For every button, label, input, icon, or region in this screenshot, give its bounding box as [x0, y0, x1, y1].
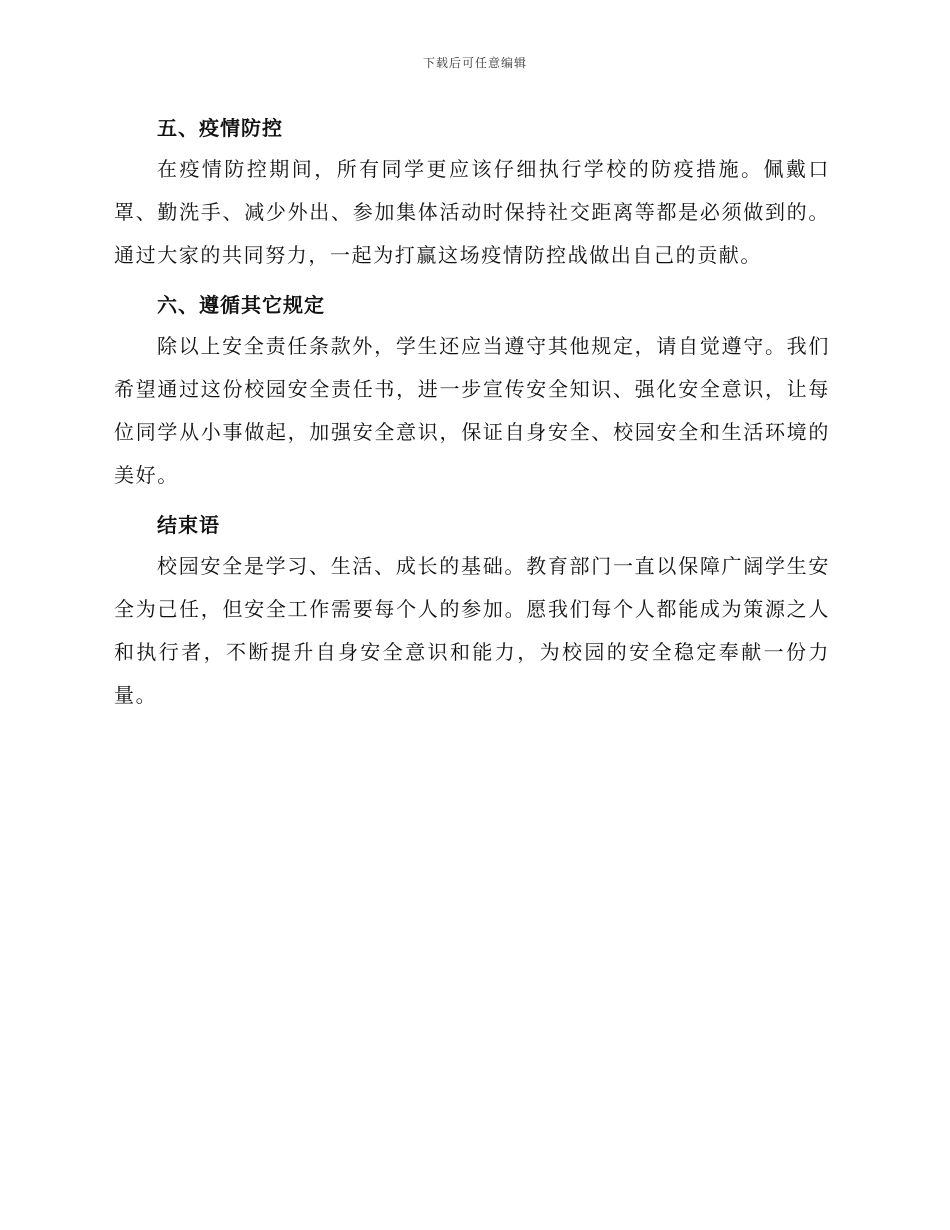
section-other-rules — [114, 285, 830, 497]
section-paragraph: 除以上安全责任条款外，学生还应当遵守其他规定，请自觉遵守。我们希望通过这份校园安全责任书，进一步宣传安全知识、强化安全意识，让每位同学从小事做起，加强安全意识，保证自身安全、校园安全和生活环境的美好。 — [114, 334, 830, 487]
section-paragraph: 在疫情防控期间，所有同学更应该仔细执行学校的防疫措施。佩戴口罩、勤洗手、减少外出、参加集体活动时保持社交距离等都是必须做到的。通过大家的共同努力，一起为打赢这场疫情防控战做出自己的贡献。 — [114, 157, 830, 267]
section-heading: 五、疫情防控 — [157, 116, 283, 140]
document-body — [114, 108, 830, 725]
section-conclusion — [114, 505, 830, 717]
section-heading: 结束语 — [157, 513, 220, 537]
section-paragraph: 校园安全是学习、生活、成长的基础。教育部门一直以保障广阔学生安全为己任，但安全工作需要每个人的参加。愿我们每个人都能成为策源之人和执行者，不断提升自身安全意识和能力，为校园的安全稳定奉献一份力量。 — [114, 554, 830, 707]
section-heading: 六、遵循其它规定 — [157, 293, 325, 317]
page-header: 下载后可任意编辑 — [422, 56, 527, 70]
section-epidemic-control — [114, 108, 830, 277]
